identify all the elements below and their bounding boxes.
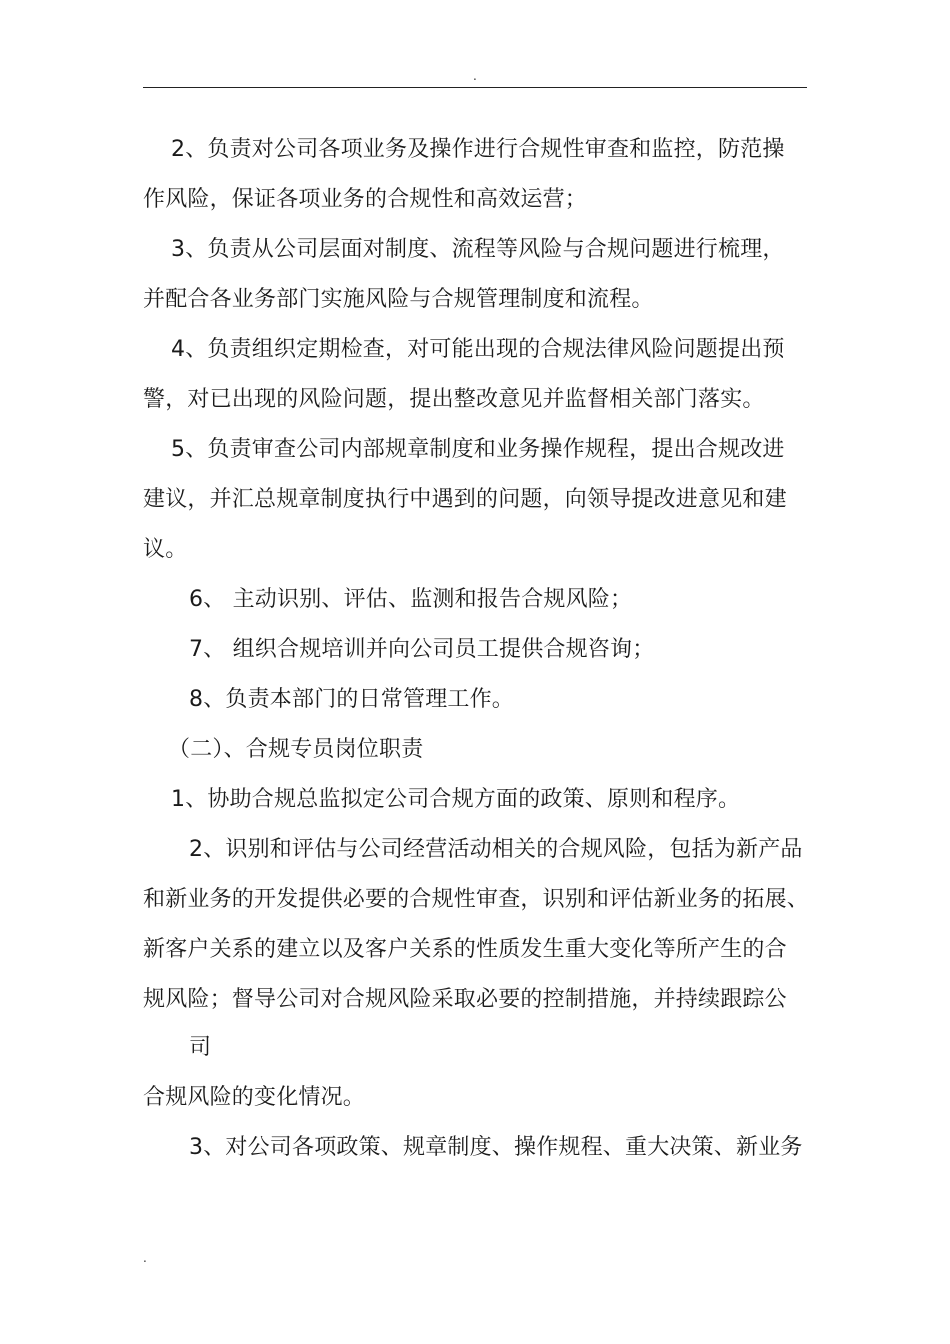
paragraph-line: 2、识别和评估与公司经营活动相关的合规风险，包括为新产品 xyxy=(189,837,803,862)
paragraph-line: 作风险，保证各项业务的合规性和高效运营； xyxy=(143,187,588,212)
paragraph-line: 并配合各业务部门实施风险与合规管理制度和流程。 xyxy=(143,287,654,312)
header-mark: . xyxy=(473,69,477,83)
paragraph-line: 建议，并汇总规章制度执行中遇到的问题，向领导提改进意见和建 xyxy=(143,487,787,512)
header-rule xyxy=(143,87,807,88)
paragraph-line: 新客户关系的建立以及客户关系的性质发生重大变化等所产生的合 xyxy=(143,937,787,962)
paragraph-line: 2、负责对公司各项业务及操作进行合规性审查和监控，防范操 xyxy=(171,137,785,162)
paragraph-line: 1、协助合规总监拟定公司合规方面的政策、原则和程序。 xyxy=(171,787,741,812)
paragraph-line: 3、负责从公司层面对制度、流程等风险与合规问题进行梳理， xyxy=(171,237,785,262)
paragraph-line: 警，对已出现的风险问题，提出整改意见并监督相关部门落实。 xyxy=(143,387,765,412)
paragraph-line: 规风险；督导公司对合规风险采取必要的控制措施，并持续跟踪公 xyxy=(143,987,787,1012)
paragraph-line: 4、负责组织定期检查，对可能出现的合规法律风险问题提出预 xyxy=(171,337,785,362)
footer-mark: . xyxy=(143,1251,147,1265)
section-heading: （二）、合规专员岗位职责 xyxy=(168,737,424,762)
paragraph-line: 7、 组织合规培训并向公司员工提供合规咨询； xyxy=(189,637,655,662)
paragraph-line: 议。 xyxy=(143,537,188,562)
paragraph-line: 5、负责审查公司内部规章制度和业务操作规程，提出合规改进 xyxy=(171,437,785,462)
paragraph-line: 6、 主动识别、评估、监测和报告合规风险； xyxy=(189,587,633,612)
paragraph-line: 3、对公司各项政策、规章制度、操作规程、重大决策、新业务 xyxy=(189,1135,803,1160)
paragraph-line: 合规风险的变化情况。 xyxy=(143,1085,366,1110)
paragraph-line: 司 xyxy=(189,1035,212,1060)
paragraph-line: 8、负责本部门的日常管理工作。 xyxy=(189,687,514,712)
paragraph-line: 和新业务的开发提供必要的合规性审查，识别和评估新业务的拓展、 xyxy=(143,887,810,912)
